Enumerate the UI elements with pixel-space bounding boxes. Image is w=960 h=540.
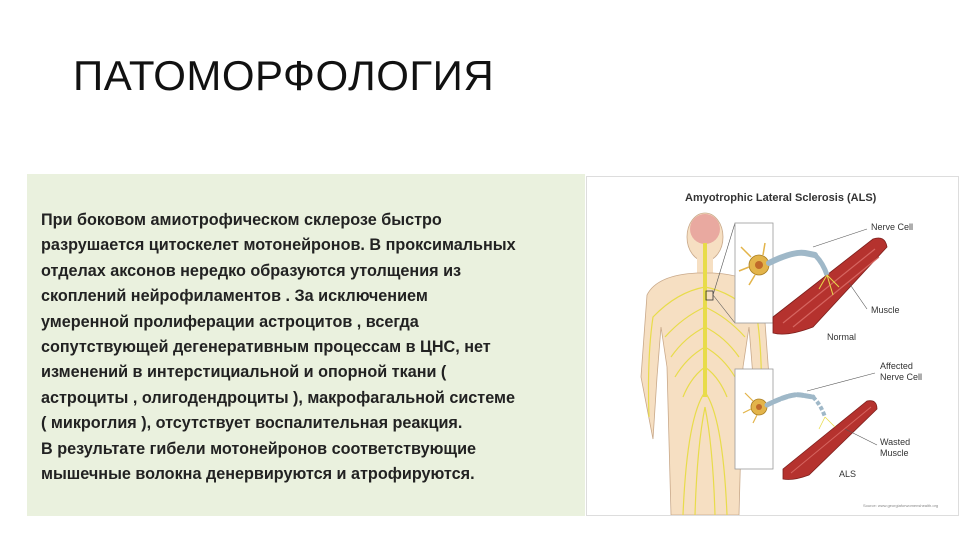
figure-source: Source: www.georgiaforwomenshealth.org <box>863 503 939 508</box>
text-line: скоплений нейрофиламентов . За исключением <box>41 287 428 306</box>
text-line: изменений в интерстициальной и опорной ткани ( <box>41 363 447 382</box>
figure-title: Amyotrophic Lateral Sclerosis (ALS) <box>685 192 877 204</box>
label-wasted-line1: Wasted <box>880 437 911 447</box>
page-title: ПАТОМОРФОЛОГИЯ <box>73 52 495 99</box>
label-nerve-cell: Nerve Cell <box>871 222 914 232</box>
text-line: сопутствующей дегенеративным процессам в ЦНС, нет <box>41 338 491 357</box>
text-line: При боковом амиотрофическом склерозе быстро <box>41 211 442 229</box>
label-wasted-line2: Muscle <box>880 448 909 458</box>
label-muscle: Muscle <box>871 305 900 315</box>
text-line: разрушается цитоскелет мотонейронов. В проксимальных <box>41 236 516 255</box>
text-line: мышечные волокна денервируются и атрофируются. <box>41 465 475 484</box>
label-affected-line2: Nerve Cell <box>880 372 923 382</box>
text-line: умеренной пролиферации астроцитов , всегда <box>41 312 419 331</box>
body-text <box>41 208 581 487</box>
label-normal: Normal <box>827 332 857 342</box>
label-als: ALS <box>839 469 857 479</box>
text-line: В результате гибели мотонейронов соответствующие <box>41 439 477 458</box>
text-line: ( микроглия ), отсутствует воспалительная реакция. <box>41 414 463 433</box>
text-line: отделах аксонов нередко образуются утолщения из <box>41 261 462 280</box>
als-illustration <box>586 176 959 516</box>
label-affected-line1: Affected <box>880 361 913 371</box>
text-line: астроциты , олигодендроциты ), макрофагальной системе <box>41 388 515 407</box>
text-panel <box>27 174 585 516</box>
als-panel <box>735 361 922 480</box>
